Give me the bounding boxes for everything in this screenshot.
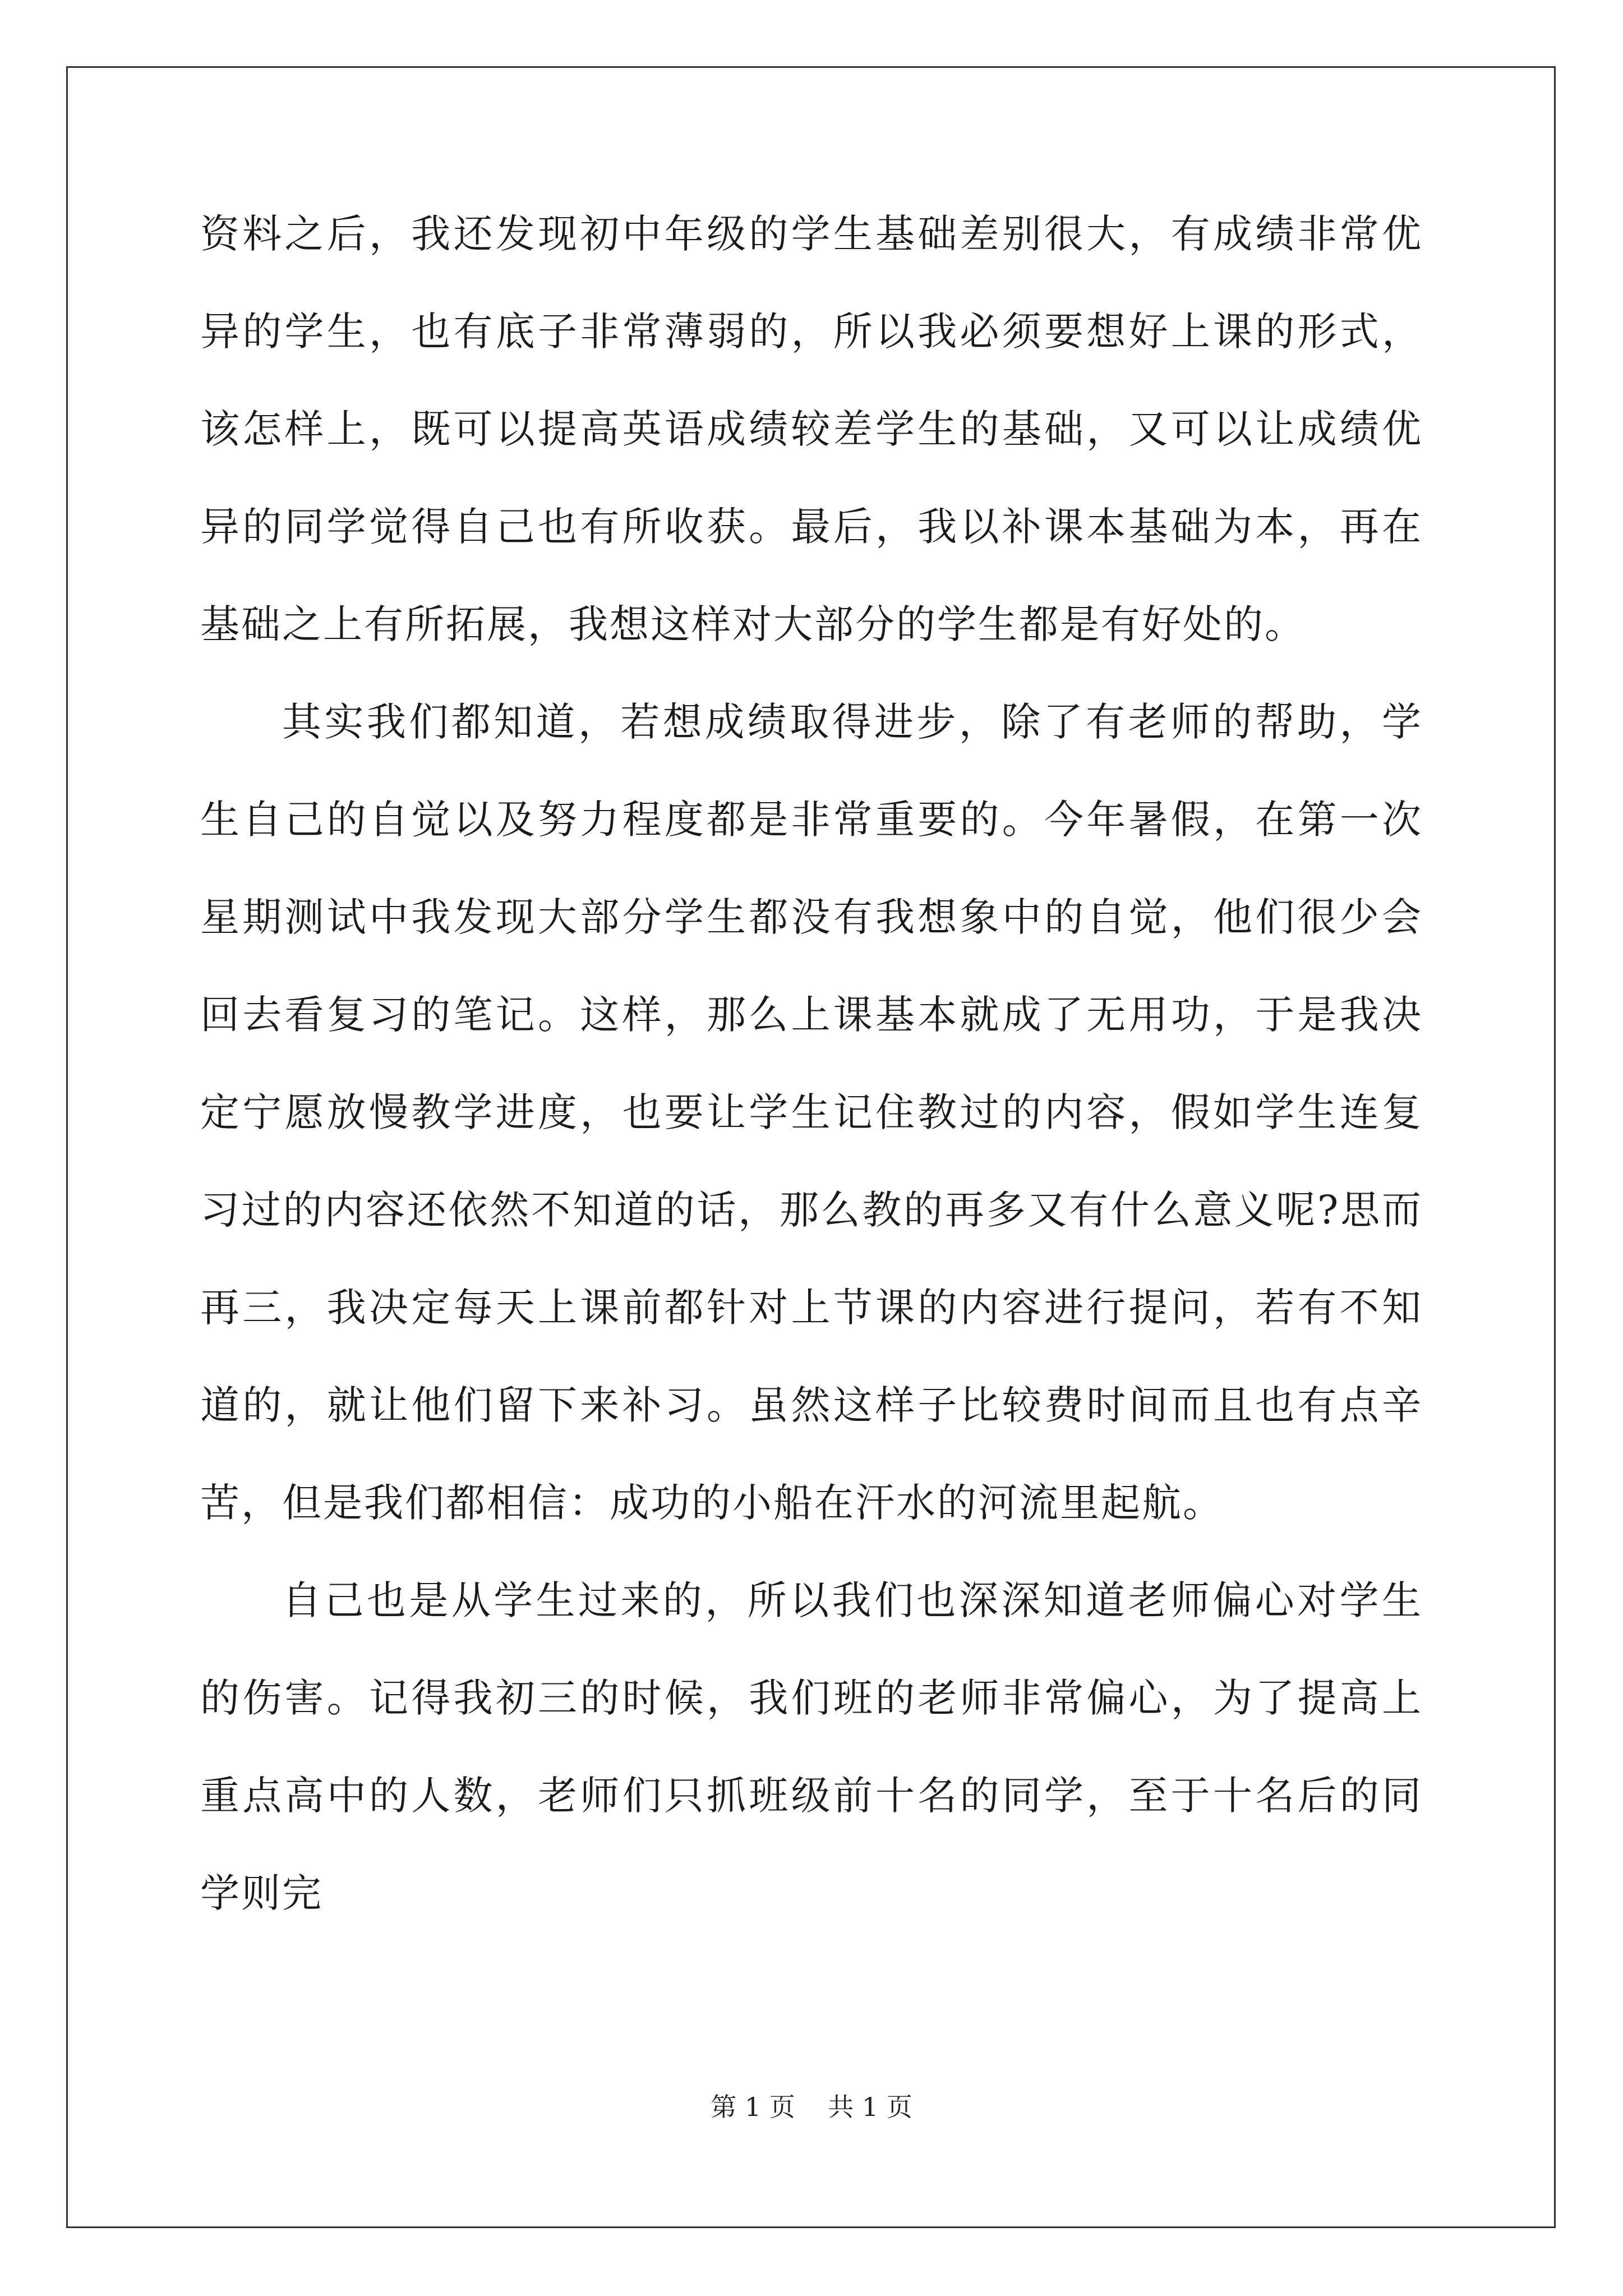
page-number-footer: 第 1 页 共 1 页 <box>711 2092 912 2122</box>
paragraph-3: 自己也是从学生过来的，所以我们也深深知道老师偏心对学生的伤害。记得我初三的时候，我们班的老师非常偏心，为了提高上重点高中的人数，老师们只抓班级前十名的同学，至于十名后的同学则完 <box>200 1577 1423 1916</box>
paragraph-2: 其实我们都知道，若想成绩取得进步，除了有老师的帮助，学生自己的自觉以及努力程度都是非常重要的。今年暑假，在第一次星期测试中我发现大部分学生都没有我想象中的自觉，他们很少会回去看复习的笔记。这样，那么上课基本就成了无用功，于是我决定宁愿放慢教学进度，也要让学生记住教过的内容，假如学生连复习过的内容还依然不知道的话，那么教的再多又有什么意义呢?思而再三，我决定每天上课前都针对上节课的内容进行提问，若有不知道的，就让他们留下来补习。虽然这样子比较费时间而且也有点辛苦，但是我们都相信：成功的小船在汗水的河流里起航。 <box>200 699 1423 1526</box>
paragraph-1: 资料之后，我还发现初中年级的学生基础差别很大，有成绩非常优异的学生，也有底子非常薄弱的，所以我必须要想好上课的形式，该怎样上，既可以提高英语成绩较差学生的基础，又可以让成绩优异的同学觉得自己也有所收获。最后，我以补课本基础为本，再在基础之上有所拓展，我想这样对大部分的学生都是有好处的。 <box>200 211 1423 647</box>
document-body <box>200 185 1423 1916</box>
